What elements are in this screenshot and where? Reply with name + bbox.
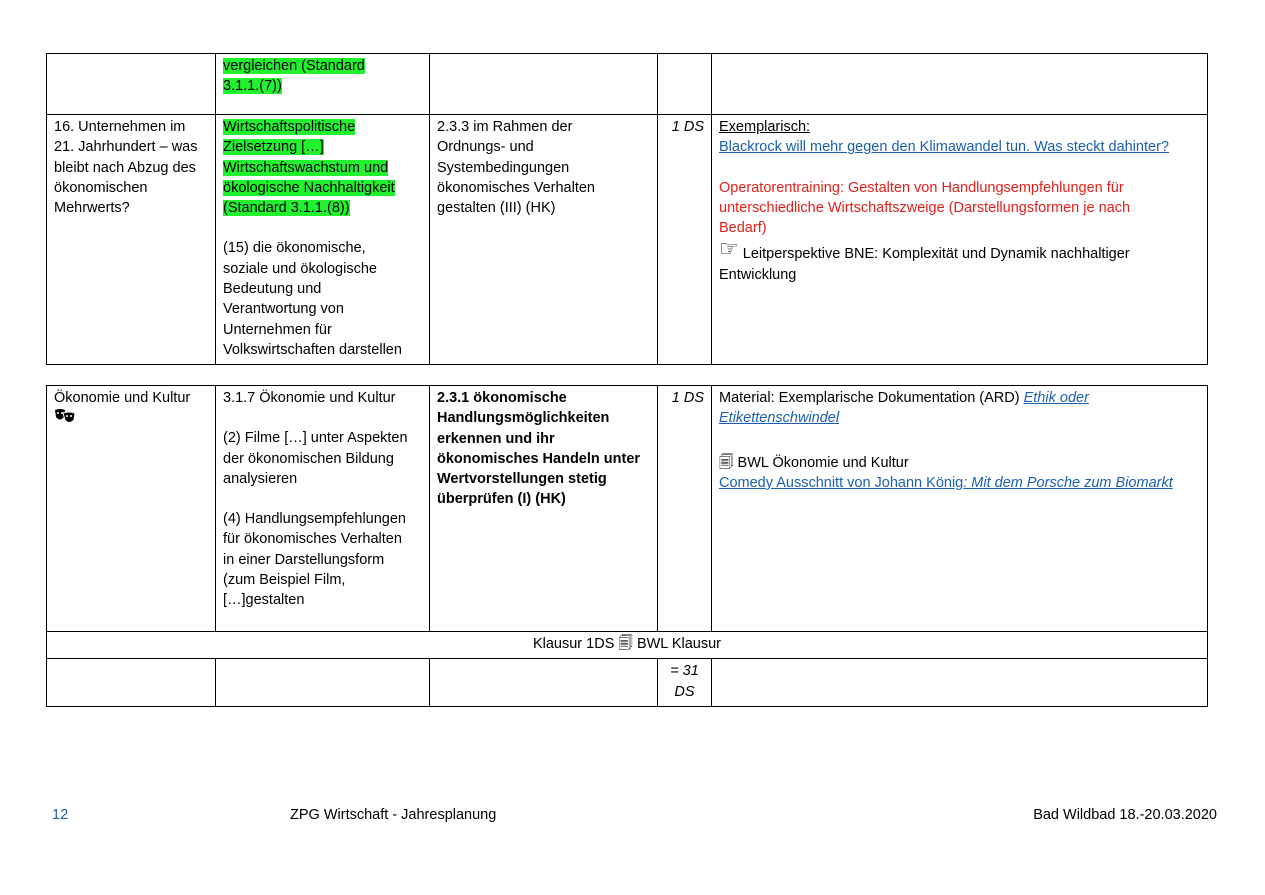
klausur-text: Klausur 1DS <box>532 636 615 652</box>
highlighted-text: vergleichen (Standard <box>223 58 365 74</box>
cell-topic <box>47 54 216 115</box>
cell-standard <box>216 54 430 115</box>
cell-topic <box>47 115 216 365</box>
hours-value: 1 DS <box>671 390 704 406</box>
red-text-line: Bedarf) <box>719 220 767 237</box>
total-row <box>47 659 1208 707</box>
cell-standard <box>216 659 430 707</box>
cell-standard <box>216 115 430 365</box>
cell-hours <box>658 386 712 632</box>
klausur-row <box>47 632 1208 659</box>
cell-topic <box>47 659 216 707</box>
standard-title: 3.1.7 Ökonomie und Kultur <box>223 390 396 406</box>
text-line: (2) Filme […] unter Aspekten <box>223 430 408 447</box>
comedy-link-title[interactable]: : Mit dem Porsche zum Biomarkt <box>963 474 1173 491</box>
document-icon: 🗐 <box>719 454 734 471</box>
text-line: Systembedingungen <box>437 159 570 176</box>
text-line: Bedeutung und <box>223 281 322 298</box>
blackrock-link[interactable]: Blackrock will mehr gegen den Klimawandel tun. Was steckt dahinter? <box>719 139 1169 156</box>
text-line: Unternehmen für <box>223 321 332 338</box>
text-line: Handlungsmöglichkeiten <box>437 410 610 427</box>
cell-hours <box>658 54 712 115</box>
cell-competence <box>430 659 658 707</box>
cell-competence <box>430 386 658 632</box>
text-line: ökonomisches Handeln unter <box>437 450 641 467</box>
table-row <box>47 115 1208 365</box>
highlighted-text: Wirtschaftspolitische <box>223 119 356 135</box>
cell-notes <box>712 54 1208 115</box>
text-line: Ordnungs- und <box>437 139 534 156</box>
cell-notes <box>712 386 1208 632</box>
text-line: erkennen und ihr <box>437 430 555 447</box>
page-number: 12 <box>52 807 69 823</box>
text-line: in einer Darstellungsform <box>223 551 385 568</box>
text-line: 16. Unternehmen im <box>54 119 186 135</box>
highlighted-text: 3.1.1.(7)) <box>223 78 282 95</box>
cell-standard <box>216 386 430 632</box>
cell-total-hours <box>658 659 712 707</box>
cell-hours <box>658 115 712 365</box>
exemplarisch-heading: Exemplarisch: <box>719 119 811 135</box>
text-line: […]gestalten <box>223 592 305 609</box>
text-line: (zum Beispiel Film, <box>223 572 346 589</box>
text-line: 2.3.1 ökonomische <box>437 390 567 406</box>
text-line: der ökonomischen Bildung <box>223 450 394 467</box>
text-line: Verantwortung von <box>223 301 344 318</box>
topic-title: Ökonomie und Kultur <box>54 390 191 406</box>
text-line: bleibt nach Abzug des <box>54 159 196 176</box>
theater-masks-icon <box>54 408 76 424</box>
text-line: analysieren <box>223 470 298 487</box>
text-line: Mehrwerts? <box>54 200 130 217</box>
text-line: ökonomischen <box>54 179 148 196</box>
cell-notes <box>712 115 1208 365</box>
red-text-line: Operatorentraining: Gestalten von Handlungsempfehlungen für <box>719 179 1124 196</box>
pointing-hand-icon: ☞ <box>719 237 739 263</box>
document-icon: 🗐 <box>618 636 633 652</box>
table-row <box>47 386 1208 632</box>
red-text-line: unterschiedliche Wirtschaftszweige (Darstellungsformen je nach <box>719 199 1131 216</box>
cell-topic <box>47 386 216 632</box>
highlighted-text: Zielsetzung […] <box>223 139 324 156</box>
text-line: Entwicklung <box>719 266 797 283</box>
text-line: soziale und ökologische <box>223 260 377 277</box>
hours-value: 1 DS <box>671 119 704 135</box>
total-unit: DS <box>674 683 695 700</box>
cell-competence <box>430 54 658 115</box>
cell-competence <box>430 115 658 365</box>
doc-reference: BWL Ökonomie und Kultur <box>737 454 909 471</box>
highlighted-text: Wirtschaftswachstum und <box>223 159 389 176</box>
highlighted-text: ökologische Nachhaltigkeit <box>223 179 395 196</box>
footer-place-date: Bad Wildbad 18.-20.03.2020 <box>1033 807 1217 823</box>
table-row <box>47 54 1208 115</box>
text-line: Leitperspektive BNE: Komplexität und Dynamik nachhaltiger <box>742 246 1130 263</box>
klausur-cell <box>47 632 1208 659</box>
text-line: überprüfen (I) (HK) <box>437 491 566 508</box>
curriculum-table-top <box>46 53 1208 365</box>
text-line: (15) die ökonomische, <box>223 240 366 257</box>
ethik-link[interactable]: Etikettenschwindel <box>719 410 840 427</box>
highlighted-text: (Standard 3.1.1.(8)) <box>223 200 350 217</box>
klausur-label: BWL Klausur <box>636 636 722 652</box>
text-line: 2.3.3 im Rahmen der <box>437 119 573 135</box>
curriculum-table-bottom <box>46 385 1208 707</box>
ethik-link[interactable]: Ethik oder <box>1023 390 1089 406</box>
text-line: Volkswirtschaften darstellen <box>223 341 402 358</box>
text-line: Wertvorstellungen stetig <box>437 471 607 488</box>
footer-title: ZPG Wirtschaft - Jahresplanung <box>290 807 497 823</box>
total-value: = 31 <box>670 663 699 680</box>
text-line: für ökonomisches Verhalten <box>223 531 402 548</box>
text-line: (4) Handlungsempfehlungen <box>223 511 406 528</box>
text-line: 21. Jahrhundert – was <box>54 139 198 156</box>
comedy-link[interactable]: Comedy Ausschnitt von Johann König <box>719 474 964 491</box>
material-text: Material: Exemplarische Dokumentation (ARD) <box>719 390 1024 406</box>
text-line: gestalten (III) (HK) <box>437 200 556 217</box>
text-line: ökonomisches Verhalten <box>437 179 595 196</box>
cell-notes <box>712 659 1208 707</box>
